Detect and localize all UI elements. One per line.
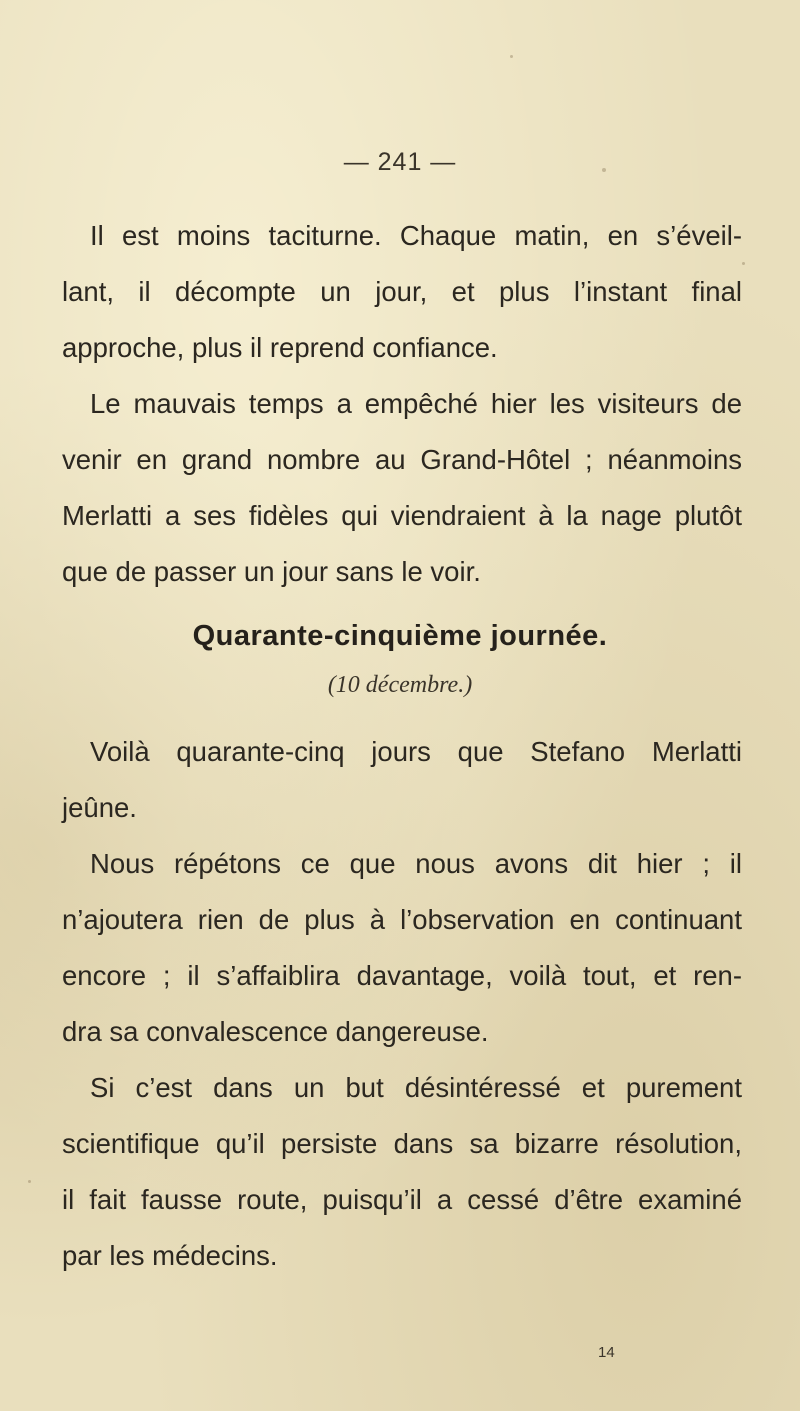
paper-speck: [742, 262, 745, 265]
paper-speck: [510, 55, 513, 58]
text-line: lant, il décompte un jour, et plus l’instant final: [62, 276, 742, 307]
text-line: Merlatti a ses fidèles qui viendraient à la nage plutôt: [62, 500, 742, 531]
paper-speck: [28, 1180, 31, 1183]
text-line: approche, plus il reprend confiance.: [62, 332, 498, 363]
body-text-top: [62, 208, 742, 600]
text-line: Si c’est dans un but désintéressé et purement: [90, 1072, 742, 1103]
body-text-bottom: [62, 724, 742, 1284]
section-heading: Quarante-cinquième journée.: [192, 620, 608, 652]
page-number: — 241 —: [343, 148, 457, 176]
text-line: Il est moins taciturne. Chaque matin, en s’éveil-: [90, 220, 742, 251]
text-line: que de passer un jour sans le voir.: [62, 556, 481, 587]
text-line: jeûne.: [62, 792, 137, 823]
section-date: (10 décembre.): [327, 672, 473, 698]
text-line: encore ; il s’affaiblira davantage, voilà tout, et ren-: [62, 960, 742, 991]
signature-mark: 14: [598, 1344, 615, 1361]
text-line: dra sa convalescence dangereuse.: [62, 1016, 489, 1047]
text-line: Le mauvais temps a empêché hier les visiteurs de: [90, 388, 742, 419]
text-line: Nous répétons ce que nous avons dit hier ; il: [90, 848, 742, 879]
text-line: il fait fausse route, puisqu’il a cessé d’être examiné: [62, 1184, 742, 1215]
text-line: n’ajoutera rien de plus à l’observation en continuant: [62, 904, 742, 935]
text-line: Voilà quarante-cinq jours que Stefano Merlatti: [90, 736, 742, 767]
text-line: venir en grand nombre au Grand-Hôtel ; néanmoins: [62, 444, 742, 475]
text-line: scientifique qu’il persiste dans sa bizarre résolution,: [62, 1128, 742, 1159]
text-line: par les médecins.: [62, 1240, 278, 1271]
